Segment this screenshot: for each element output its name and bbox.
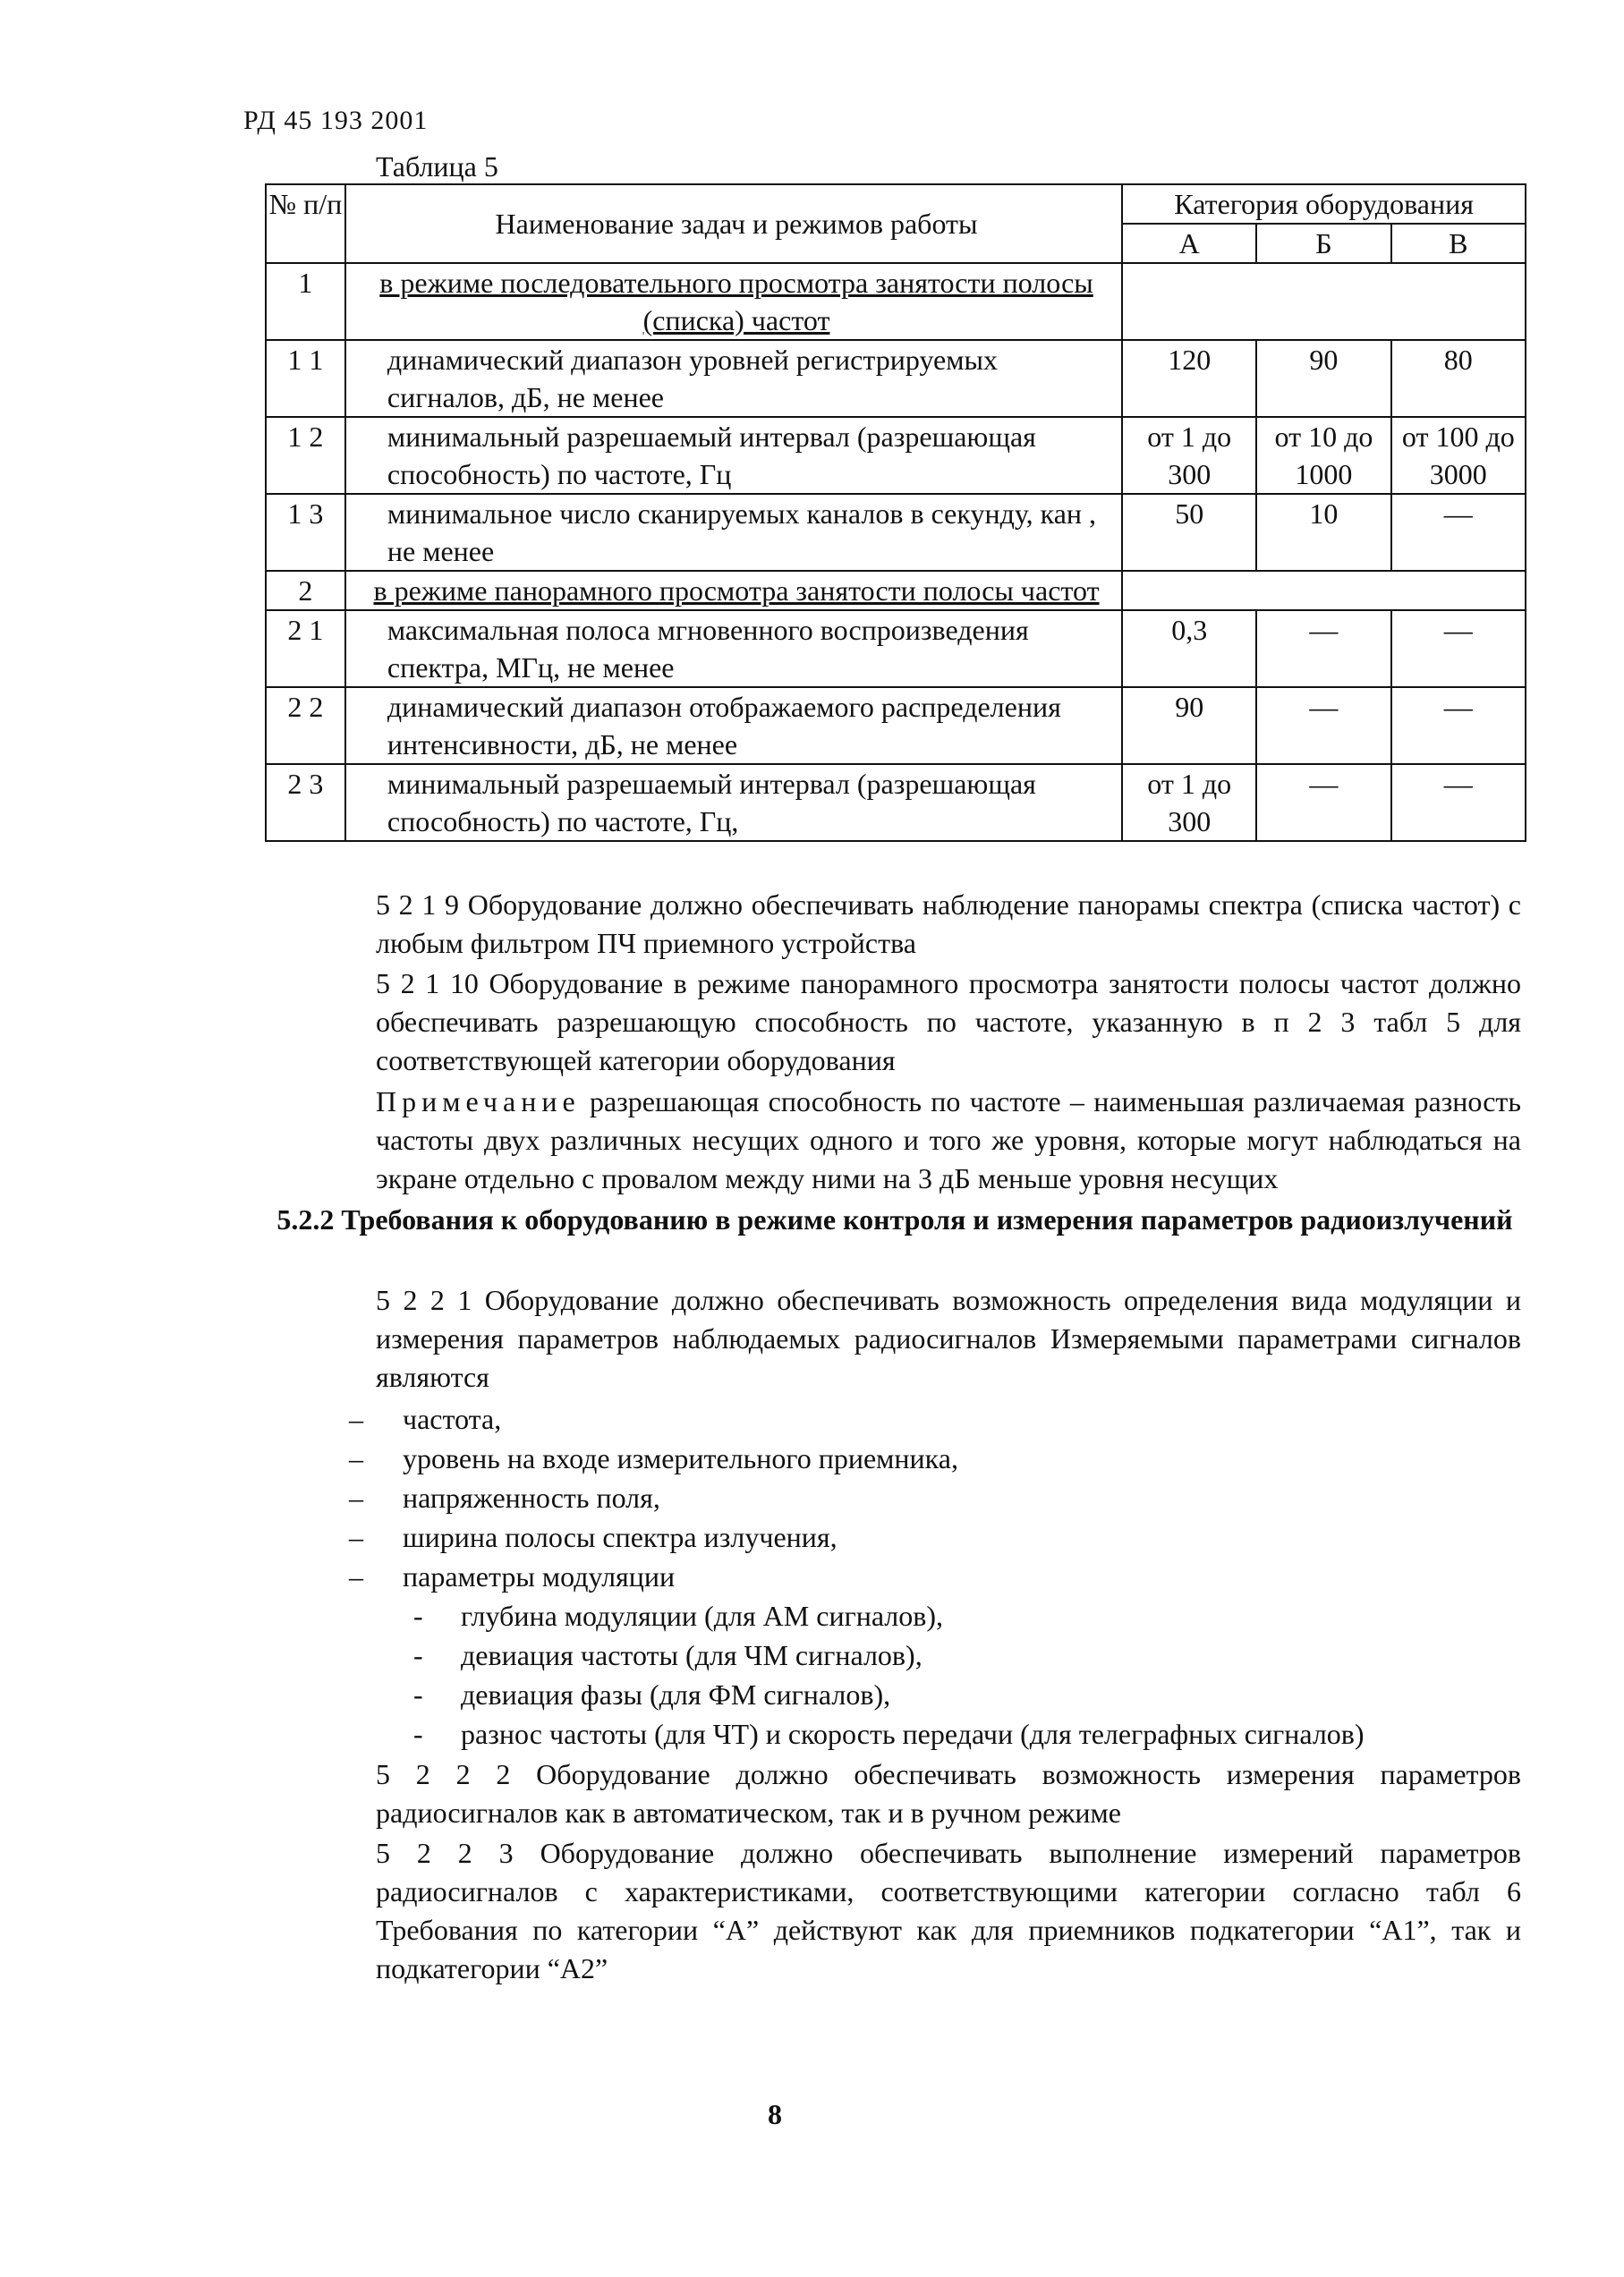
- paragraph-5219-text: 5 2 1 9 Оборудование должно обеспечивать наблюдение панорамы спектра (списка частот) с любым фильтром ПЧ приемного устройства: [376, 888, 1521, 959]
- sublist-item: - девиация фазы (для ФМ сигналов),: [268, 1675, 1521, 1714]
- row-num: 1 2: [266, 417, 345, 494]
- list-item-text: частота,: [403, 1403, 502, 1435]
- list-item-text: параметры модуляции: [403, 1560, 676, 1593]
- header-category: Категория оборудования: [1122, 184, 1526, 224]
- note-label: Примечание: [376, 1085, 581, 1117]
- row-name-text: динамический диапазон уровней регистрируемых сигналов, дБ, не менее: [387, 344, 998, 413]
- row-num: 2: [266, 571, 345, 610]
- table-row: [266, 687, 1526, 764]
- row-value-c: —: [1391, 494, 1526, 571]
- row-value-a: 120: [1122, 340, 1256, 417]
- row-name: в режиме панорамного просмотра занятости полосы частот: [345, 571, 1122, 610]
- row-name-text: динамический диапазон отображаемого распределения интенсивности, дБ, не менее: [387, 691, 1061, 760]
- list-item: – уровень на входе измерительного приемника,: [268, 1439, 1521, 1478]
- table-row: [266, 764, 1526, 841]
- paragraph-5221-text: 5 2 2 1 Оборудование должно обеспечивать возможность определения вида модуляции и измерения параметров наблюдаемых радиосигналов Измеряемыми параметрами сигналов являются: [376, 1284, 1521, 1393]
- header-cat-b: Б: [1256, 224, 1390, 263]
- list-item: – параметры модуляции: [268, 1557, 1521, 1596]
- table-row: [266, 610, 1526, 687]
- sublist-item-text: девиация фазы (для ФМ сигналов),: [461, 1678, 891, 1711]
- paragraph-5222-text: 5 2 2 2 Оборудование должно обеспечивать возможность измерения параметров радиосигналов как в автоматическом, так и в ручном режиме: [376, 1758, 1521, 1829]
- table-row: [266, 417, 1526, 494]
- row-value-b: —: [1256, 764, 1390, 841]
- row-value-b: 10: [1256, 494, 1390, 571]
- table-caption: Таблица 5: [376, 150, 498, 183]
- requirements-table: [265, 183, 1526, 842]
- row-name: [345, 610, 1122, 687]
- row-value-b: от 10 до 1000: [1256, 417, 1390, 494]
- sublist-item-text: разнос частоты (для ЧТ) и скорость передачи (для телеграфных сигналов): [461, 1718, 1365, 1750]
- row-value-a: от 1 до 300: [1122, 764, 1256, 841]
- list-item: – напряженность поля,: [268, 1478, 1521, 1517]
- row-value-c: —: [1391, 764, 1526, 841]
- paragraph-52110-text: 5 2 1 10 Оборудование в режиме панорамного просмотра занятости полосы частот должно обеспечивать разрешающую способность по частоте, указанную в п 2 3 табл 5 для соответствующей категории оборудования: [376, 967, 1521, 1076]
- header-name: Наименование задач и режимов работы: [345, 184, 1122, 263]
- sublist-item-text: глубина модуляции (для АМ сигналов),: [461, 1600, 944, 1632]
- row-values-empty: [1122, 571, 1526, 610]
- row-name-text: минимальный разрешаемый интервал (разрешающая способность) по частоте, Гц,: [387, 768, 1036, 837]
- page-number: 8: [768, 2098, 782, 2130]
- note-block: [268, 1083, 1521, 1198]
- paragraph-52110: [268, 964, 1521, 1080]
- list-item-text: уровень на входе измерительного приемника,: [403, 1442, 958, 1474]
- row-value-a: 90: [1122, 687, 1256, 764]
- row-name: [345, 764, 1122, 841]
- sublist-item-text: девиация частоты (для ЧМ сигналов),: [461, 1639, 923, 1671]
- row-value-a: от 1 до 300: [1122, 417, 1256, 494]
- row-values-empty: [1122, 263, 1526, 340]
- row-value-c: от 100 до 3000: [1391, 417, 1526, 494]
- paragraph-5222: [268, 1755, 1521, 1832]
- sublist-item: - девиация частоты (для ЧМ сигналов),: [268, 1636, 1521, 1675]
- row-num: 2 3: [266, 764, 345, 841]
- header-cat-c: В: [1391, 224, 1526, 263]
- row-value-c: —: [1391, 687, 1526, 764]
- header-cat-a: А: [1122, 224, 1256, 263]
- row-name: [345, 340, 1122, 417]
- section-heading-522: 5.2.2 Требования к оборудованию в режиме контроля и измерения параметров радиоизлучений: [276, 1203, 1513, 1236]
- table-row: [266, 571, 1526, 610]
- row-num: 1: [266, 263, 345, 340]
- table-row: [266, 340, 1526, 417]
- list-item-text: напряженность поля,: [403, 1482, 660, 1514]
- document-code: РД 45 193 2001: [243, 106, 429, 135]
- row-value-b: 90: [1256, 340, 1390, 417]
- paragraph-5223-text: 5 2 2 3 Оборудование должно обеспечивать выполнение измерений параметров радиосигналов с характеристиками, соответствующими категории согласно табл 6 Требования по категории “А” действуют как для приемников подкатегории “А1”, так и подкатегории “А2”: [376, 1837, 1521, 1984]
- paragraph-5219: [268, 886, 1521, 963]
- table-header-row: [266, 184, 1526, 224]
- table-row: [266, 494, 1526, 571]
- row-name-text: максимальная полоса мгновенного воспроизведения спектра, МГц, не менее: [387, 614, 1029, 684]
- row-num: 1 3: [266, 494, 345, 571]
- note-text: разрешающая способность по частоте – наименьшая различаемая разность частоты двух различных несущих одного и того же уровня, которые могут наблюдаться на экране отдельно с провалом между ними на 3 дБ меньше уровня несущих: [376, 1085, 1521, 1194]
- row-value-c: 80: [1391, 340, 1526, 417]
- paragraph-5223: [268, 1834, 1521, 1988]
- header-num: № п/п: [266, 184, 345, 263]
- row-value-a: 50: [1122, 494, 1256, 571]
- parameters-list: [268, 1399, 1521, 1754]
- paragraph-5221: [268, 1281, 1521, 1397]
- row-value-a: 0,3: [1122, 610, 1256, 687]
- row-name: [345, 417, 1122, 494]
- row-num: 2 1: [266, 610, 345, 687]
- list-item: – частота,: [268, 1399, 1521, 1439]
- row-num: 1 1: [266, 340, 345, 417]
- table-row: [266, 263, 1526, 340]
- row-name: в режиме последовательного просмотра занятости полосы (списка) частот: [345, 263, 1122, 340]
- list-item: – ширина полосы спектра излучения,: [268, 1517, 1521, 1557]
- row-value-b: —: [1256, 687, 1390, 764]
- row-num: 2 2: [266, 687, 345, 764]
- row-name-text: минимальный разрешаемый интервал (разрешающая способность) по частоте, Гц: [387, 421, 1036, 490]
- sublist-item: - разнос частоты (для ЧТ) и скорость передачи (для телеграфных сигналов): [268, 1714, 1521, 1754]
- row-value-b: —: [1256, 610, 1390, 687]
- row-name: [345, 494, 1122, 571]
- row-name-text: минимальное число сканируемых каналов в секунду, кан , не менее: [387, 497, 1097, 567]
- row-value-c: —: [1391, 610, 1526, 687]
- list-item-text: ширина полосы спектра излучения,: [403, 1521, 838, 1553]
- sublist-item: - глубина модуляции (для АМ сигналов),: [268, 1596, 1521, 1636]
- row-name: [345, 687, 1122, 764]
